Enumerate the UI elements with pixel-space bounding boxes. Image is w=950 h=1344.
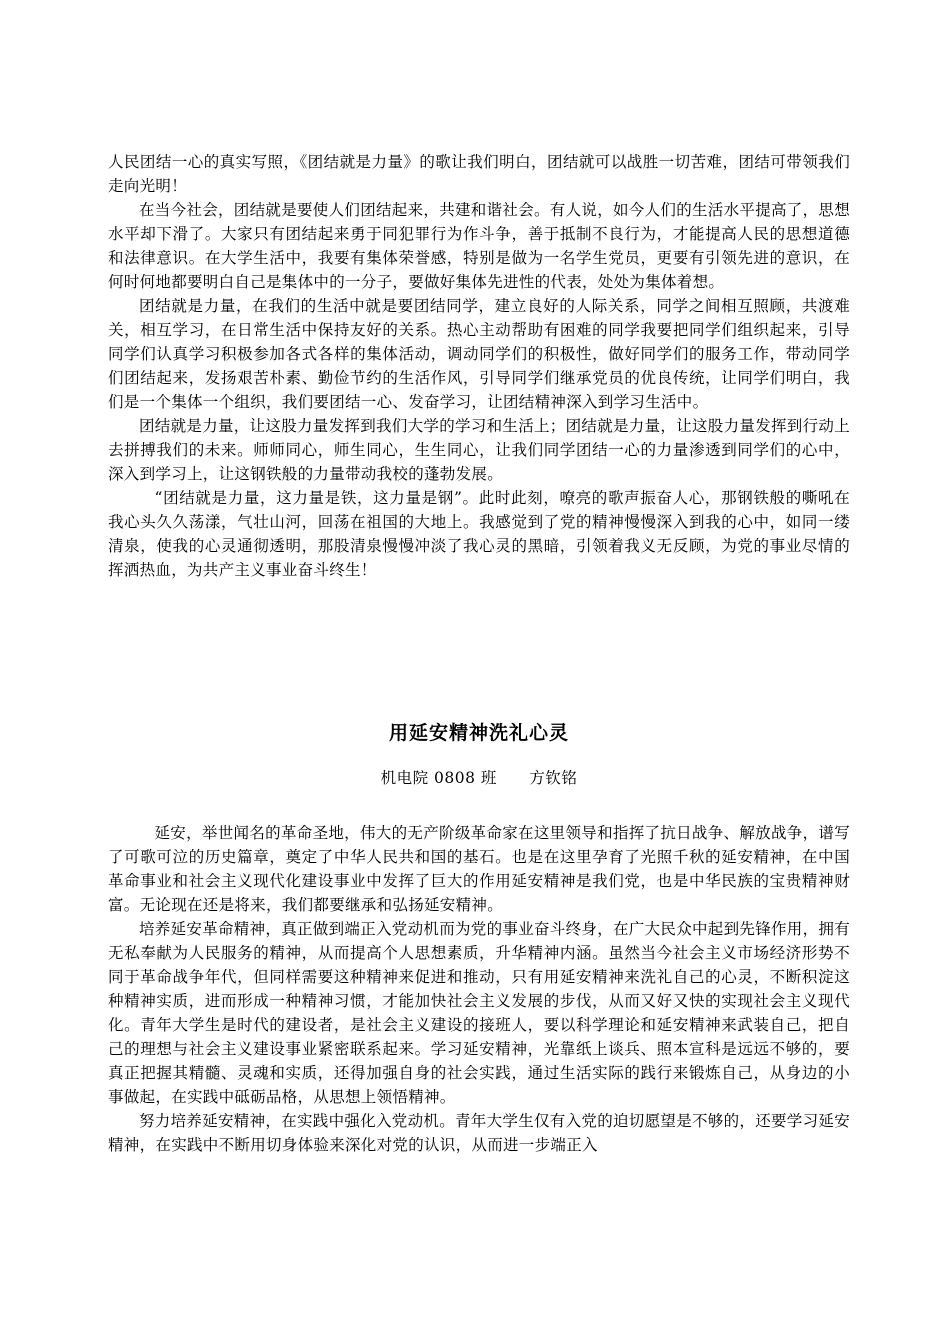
paragraph: 努力培养延安精神，在实践中强化入党动机。青年大学生仅有入党的迫切愿望是不够的，还要学习延安精神，在实践中不断用切身体验来深化对党的认识，从而进一步端正入 bbox=[108, 1112, 851, 1154]
article-title: 用延安精神洗礼心灵 bbox=[388, 722, 569, 744]
paragraph: “团结就是力量，这力量是铁，这力量是钢”。此时此刻，嘹亮的歌声振奋人心，那钢铁般的嘶吼在我心头久久荡漾，气壮山河，回荡在祖国的大地上。我感觉到了党的精神慢慢深入到我的心中，如同一缕清泉，使我的心灵通彻透明，那股清泉慢慢冲淡了我心灵的黑暗，引领着我义无反顾，为党的事业尽情的挥洒热血，为共产主义事业奋斗终生！ bbox=[108, 489, 850, 579]
article-byline: 机电院 0808 班 方钦铭 bbox=[380, 769, 578, 787]
paragraph: 培养延安革命精神，真正做到端正入党动机而为党的事业奋斗终身，在广大民众中起到先锋作用，拥有无私奉献为人民服务的精神，从而提高个人思想素质，升华精神内涵。虽然当今社会主义市场经济形势不同于革命战争年代，但同样需要这种精神来促进和推动，只有用延安精神来洗礼自己的心灵，不断积淀这种精神实质，进而形成一种精神习惯，才能加快社会主义发展的步伐，从而又好又快的实现社会主义现代化。青年大学生是时代的建设者，是社会主义建设的接班人，要以科学理论和延安精神来武装自己，把自己的理想与社会主义建设事业紧密联系起来。学习延安精神，光靠纸上谈兵、照本宣科是远远不够的，要真正把握其精髓、灵魂和实质，还得加强自身的社会实践，通过生活实际的践行来锻炼自己，从身边的小事做起，在实践中砥砺品格，从思想上领悟精神。 bbox=[108, 920, 851, 1106]
paragraph: 团结就是力量，让这股力量发挥到我们大学的学习和生活上；团结就是力量，让这股力量发挥到行动上去拼搏我们的未来。师师同心，师生同心，生生同心，让我们同学团结一心的力量渗透到同学们的心中，深入到学习上，让这钢铁般的力量带动我校的蓬勃发展。 bbox=[108, 417, 851, 483]
part2-body bbox=[108, 821, 850, 1157]
paragraph: 延安，举世闻名的革命圣地，伟大的无产阶级革命家在这里领导和指挥了抗日战争、解放战争，谱写了可歌可泣的历史篇章，奠定了中华人民共和国的基石。也是在这里孕育了光照千秋的延安精神，在中国革命事业和社会主义现代化建设事业中发挥了巨大的作用延安精神是我们党，也是中华民族的宝贵精神财富。无论现在还是将来，我们都要继承和弘扬延安精神。 bbox=[108, 824, 850, 914]
part1-body bbox=[108, 150, 850, 582]
paragraph: 在当今社会，团结就是要使人们团结起来，共建和谐社会。有人说，如今人们的生活水平提高了，思想水平却下滑了。大家只有团结起来勇于同犯罪行为作斗争，善于抵制不良行为，才能提高人民的思想道德和法律意识。在大学生活中，我要有集体荣誉感，特别是做为一名学生党员，更要有引领先进的意识，在何时何地都要明白自己是集体中的一分子，要做好集体先进性的代表，处处为集体着想。 bbox=[108, 201, 851, 291]
paragraph: 团结就是力量，在我们的生活中就是要团结同学，建立良好的人际关系，同学之间相互照顾，共渡难关，相互学习，在日常生活中保持友好的关系。热心主动帮助有困难的同学我要把同学们组织起来，引导同学们认真学习积极参加各式各样的集体活动，调动同学们的积极性，做好同学们的服务工作，带动同学们团结起来，发扬艰苦朴素、勤俭节约的生活作风，引导同学们继承党员的优良传统，让同学们明白，我们是一个集体一个组织，我们要团结一心、发奋学习，让团结精神深入到学习生活中。 bbox=[108, 297, 850, 411]
paragraph: 人民团结一心的真实写照，《团结就是力量》的歌让我们明白，团结就可以战胜一切苦难，团结可带领我们走向光明！ bbox=[108, 153, 850, 195]
